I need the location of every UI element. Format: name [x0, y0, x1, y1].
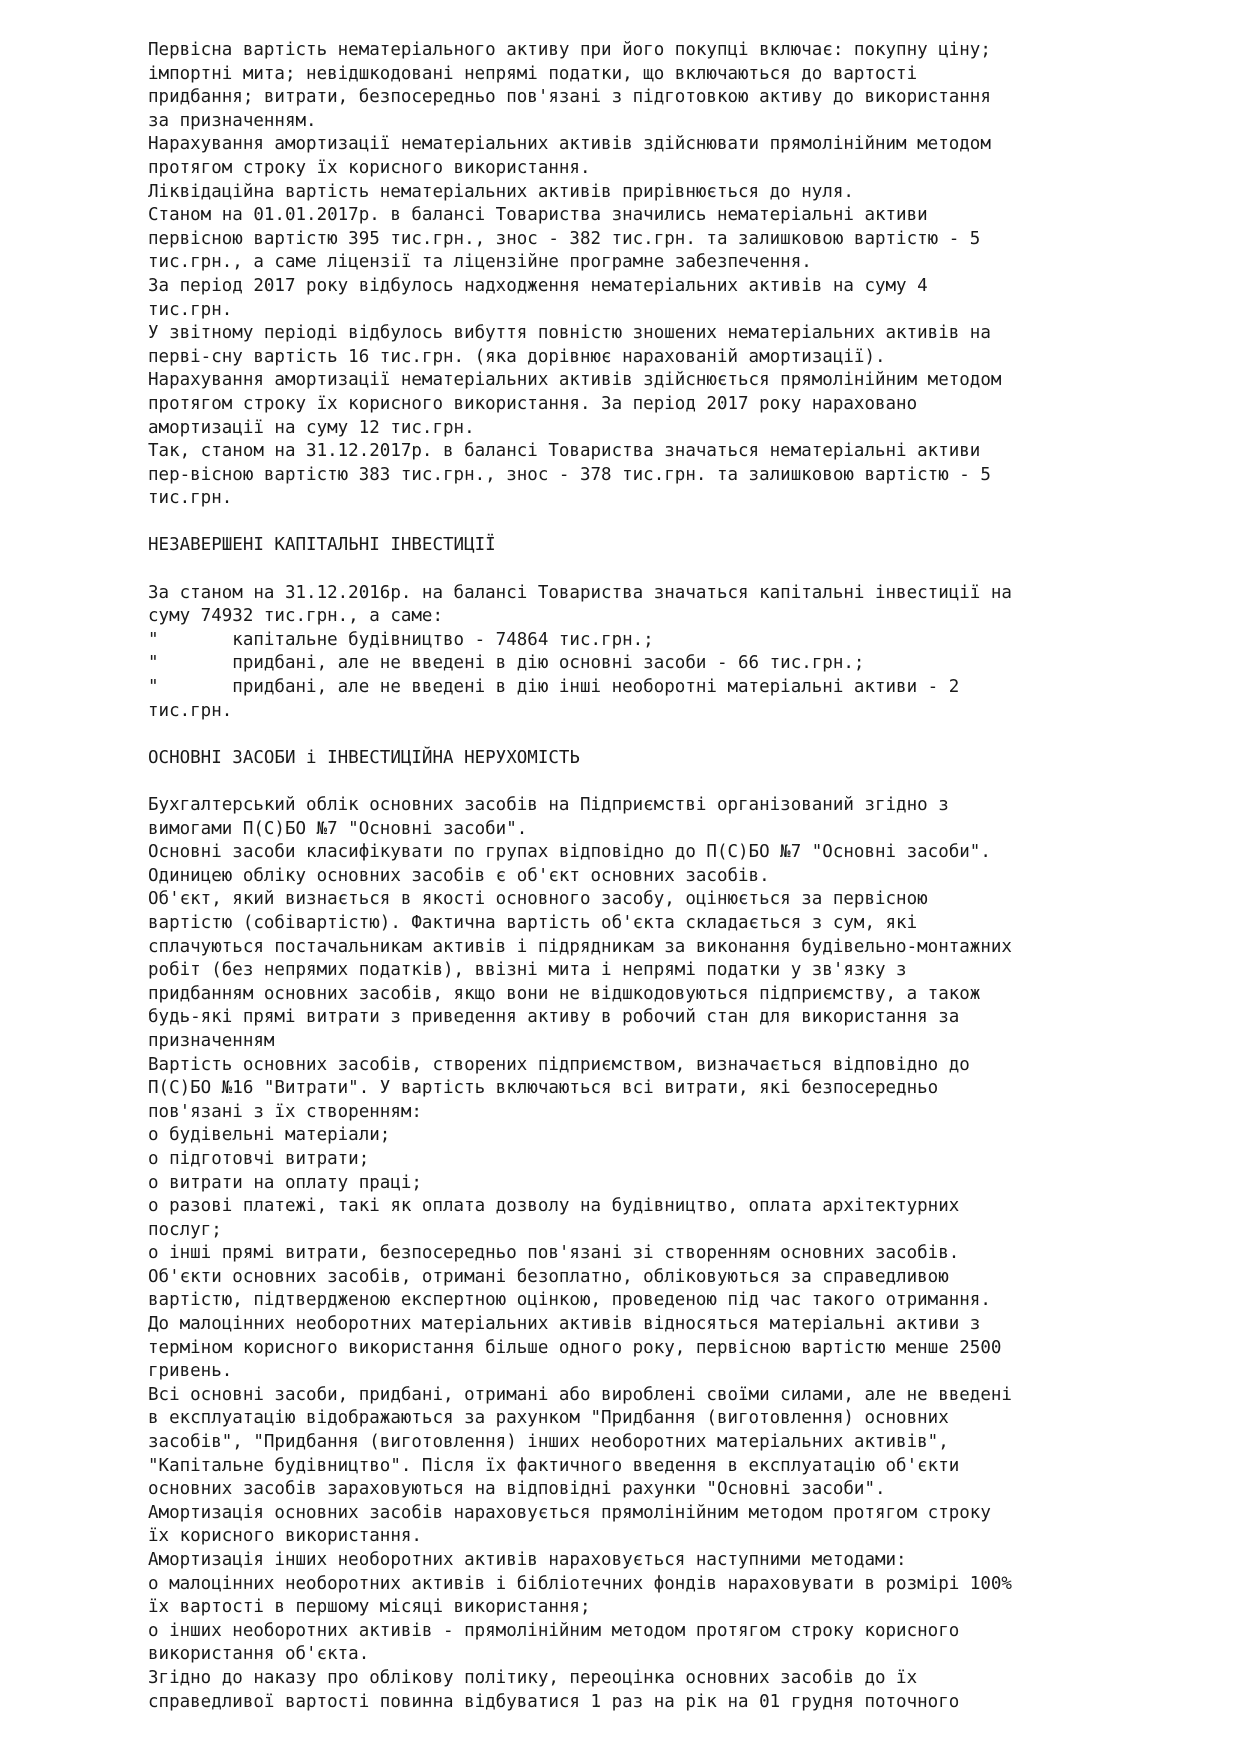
text-line: Так, станом на 31.12.2017р. в балансі Товариства значаться нематеріальні активи [148, 441, 981, 462]
text-line: суму 74932 тис.грн., а саме: [148, 606, 444, 627]
text-line: Основні засоби класифікувати по групах відповідно до П(С)БО №7 "Основні засоби". [148, 842, 991, 863]
blank-line [148, 558, 1208, 582]
text-line: Всі основні засоби, придбані, отримані або вироблені своїми силами, але не введені [148, 1384, 1012, 1405]
text-line: Станом на 01.01.2017р. в балансі Товариства значились нематеріальні активи [148, 205, 928, 226]
blank-line [148, 511, 1208, 535]
text-line: амортизації на суму 12 тис.грн. [148, 417, 475, 438]
text-line: перві-сну вартість 16 тис.грн. (яка дорівнює нарахованій амортизації). [148, 346, 886, 367]
text-line: пов'язані з їх створенням: [148, 1101, 422, 1122]
text-line: Амортизація основних засобів нараховується прямолінійним методом протягом строку [148, 1502, 991, 1523]
text-line: Нарахування амортизації нематеріальних активів здійснювати прямолінійним методом [148, 134, 991, 155]
document-page [148, 39, 1208, 1714]
text-line: протягом строку їх корисного використання. За період 2017 року нараховано [148, 393, 918, 414]
text-line: їх вартості в першому місяці використання; [148, 1597, 591, 1618]
text-line: Об'єкти основних засобів, отримані безоплатно, обліковуються за справедливою [148, 1266, 949, 1287]
text-line: за призначенням. [148, 110, 317, 131]
text-line: придбання; витрати, безпосередньо пов'язані з підготовкою активу до використання [148, 87, 991, 108]
text-line: протягом строку їх корисного використання. [148, 157, 591, 178]
text-line: Амортизація інших необоротних активів нараховується наступними методами: [148, 1550, 907, 1570]
text-line: в експлуатацію відображаються за рахунком "Придбання (виготовлення) основних [148, 1408, 949, 1429]
text-line: придбанням основних засобів, якщо вони не відшкодовуються підприємству, а також [148, 983, 981, 1004]
text-line: послуг; [148, 1219, 222, 1240]
text-line: До малоцінних необоротних матеріальних активів відносяться матеріальні активи з [148, 1314, 981, 1335]
text-line: вартістю, підтвердженою експертною оцінкою, проведеною під час такого отримання. [148, 1290, 991, 1311]
text-line: Одиницею обліку основних засобів є об'єкт основних засобів. [148, 865, 770, 886]
text-line: " придбані, але не введені в дію основні засоби - 66 тис.грн.; [148, 653, 865, 674]
text-line: тис.грн., а саме ліцензії та ліцензійне програмне забезпечення. [148, 252, 812, 273]
text-line: вимогами П(С)БО №7 "Основні засоби". [148, 818, 528, 839]
text-line: За період 2017 року відбулось надходження нематеріальних активів на суму 4 [148, 275, 928, 296]
text-line: o витрати на оплату праці; [148, 1172, 422, 1193]
text-line: Згідно до наказу про облікову політику, переоцінка основних засобів до їх [148, 1667, 918, 1688]
text-line: П(С)БО №16 "Витрати". У вартість включаються всі витрати, які безпосередньо [148, 1078, 939, 1099]
text-line: тис.грн. [148, 299, 233, 320]
text-line: За станом на 31.12.2016р. на балансі Товариства значаться капітальні інвестиції на [148, 582, 1012, 603]
text-line: робіт (без непрямих податків), ввізні мита і непрямі податки у зв'язку з [148, 960, 907, 981]
text-line: тис.грн. [148, 700, 233, 721]
section-heading: НЕЗАВЕРШЕНІ КАПІТАЛЬНІ ІНВЕСТИЦІЇ [148, 535, 496, 556]
text-line: справедливої вартості повинна відбуватися 1 раз на рік на 01 грудня поточного [148, 1691, 960, 1712]
text-line: Бухгалтерський облік основних засобів на Підприємстві організований згідно з [148, 795, 949, 815]
text-line: засобів", "Придбання (виготовлення) інших необоротних матеріальних активів", [148, 1432, 949, 1453]
text-line: " капітальне будівництво - 74864 тис.грн.; [148, 629, 654, 650]
text-line: первісною вартістю 395 тис.грн., знос - 382 тис.грн. та залишковою вартістю - 5 [148, 228, 981, 249]
text-line: їх корисного використання. [148, 1526, 422, 1547]
text-line: " придбані, але не введені в дію інші необоротні матеріальні активи - 2 [148, 677, 960, 698]
text-line: тис.грн. [148, 488, 233, 509]
text-line: призначенням [148, 1030, 275, 1051]
text-line: o підготовчі витрати; [148, 1148, 370, 1169]
text-line: Нарахування амортизації нематеріальних активів здійснюється прямолінійним методом [148, 370, 1002, 391]
text-line: o інших необоротних активів - прямолінійним методом протягом строку корисного [148, 1620, 960, 1641]
text-line: ОСНОВНІ ЗАСОБИ і ІНВЕСТИЦІЙНА НЕРУХОМІСТЬ [148, 747, 580, 768]
blank-line [148, 723, 1208, 747]
text-line: Об'єкт, який визнається в якості основного засобу, оцінюється за первісною [148, 889, 928, 910]
text-line: терміном корисного використання більше одного року, первісною вартістю менше 2500 [148, 1337, 1002, 1358]
text-line: "Капітальне будівництво". Після їх фактичного введення в експлуатацію об'єкти [148, 1455, 960, 1476]
text-line: o будівельні матеріали; [148, 1125, 391, 1146]
text-line: сплачуються постачальникам активів і підрядникам за виконання будівельно-монтажних [148, 936, 1012, 957]
text-line: o малоцінних необоротних активів і бібліотечних фондів нараховувати в розмірі 100% [148, 1573, 1012, 1594]
text-line: Ліквідаційна вартість нематеріальних активів прирівнюється до нуля. [148, 181, 854, 202]
text-line: основних засобів зараховуються на відповідні рахунки "Основні засоби". [148, 1479, 886, 1500]
text-line: Первісна вартість нематеріального активу при його покупці включає: покупну ціну; [148, 40, 991, 60]
blank-line [148, 770, 1208, 794]
text-line: пер-вісною вартістю 383 тис.грн., знос - 378 тис.грн. та залишковою вартістю - 5 [148, 464, 991, 485]
text-line: o разові платежі, такі як оплата дозволу на будівництво, оплата архітектурних [148, 1196, 960, 1217]
text-line: будь-які прямі витрати з приведення активу в робочий стан для використання за [148, 1007, 960, 1028]
text-line: Вартість основних засобів, створених підприємством, визначається відповідно до [148, 1054, 970, 1075]
text-line: гривень. [148, 1361, 233, 1382]
text-line: вартістю (собівартістю). Фактична вартість об'єкта складається з сум, які [148, 912, 918, 933]
text-line: використання об'єкта. [148, 1644, 370, 1665]
text-line: o інші прямі витрати, безпосередньо пов'язані зі створенням основних засобів. [148, 1243, 960, 1264]
text-line: імпортні мита; невідшкодовані непрямі податки, що включаються до вартості [148, 63, 918, 84]
text-line: У звітному періоді відбулось вибуття повністю зношених нематеріальних активів на [148, 323, 991, 344]
